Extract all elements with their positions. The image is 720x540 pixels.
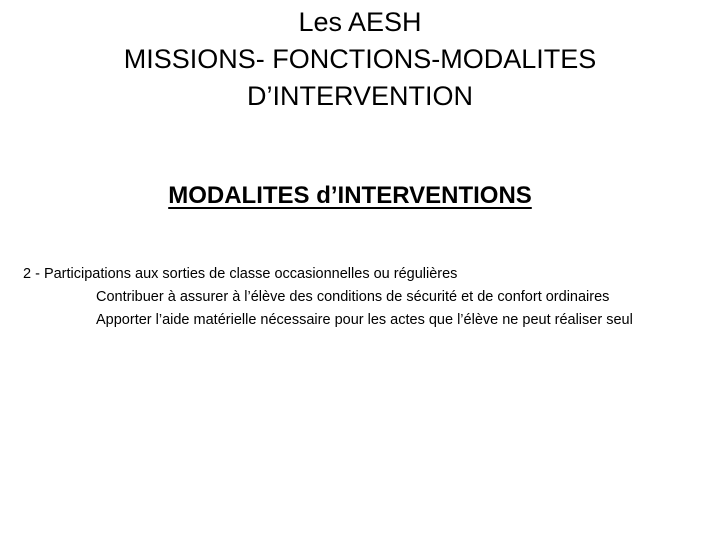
list-sub-item: Contribuer à assurer à l’élève des conditions de sécurité et de confort ordinaires <box>96 289 610 305</box>
title-line-3: D’INTERVENTION <box>246 81 474 111</box>
title-line-2: MISSIONS- FONCTIONS-MODALITES <box>123 44 597 74</box>
list-item-main: 2 - Participations aux sorties de classe occasionnelles ou régulières <box>23 266 458 282</box>
section-heading <box>0 180 700 212</box>
title-line-1: Les AESH <box>298 7 422 37</box>
content-body <box>23 263 693 332</box>
list-sub-item: Apporter l’aide matérielle nécessaire pour les actes que l’élève ne peut réaliser seul <box>96 312 633 328</box>
slide-title <box>0 4 720 115</box>
section-heading-text: MODALITES d’INTERVENTIONS <box>168 182 532 209</box>
